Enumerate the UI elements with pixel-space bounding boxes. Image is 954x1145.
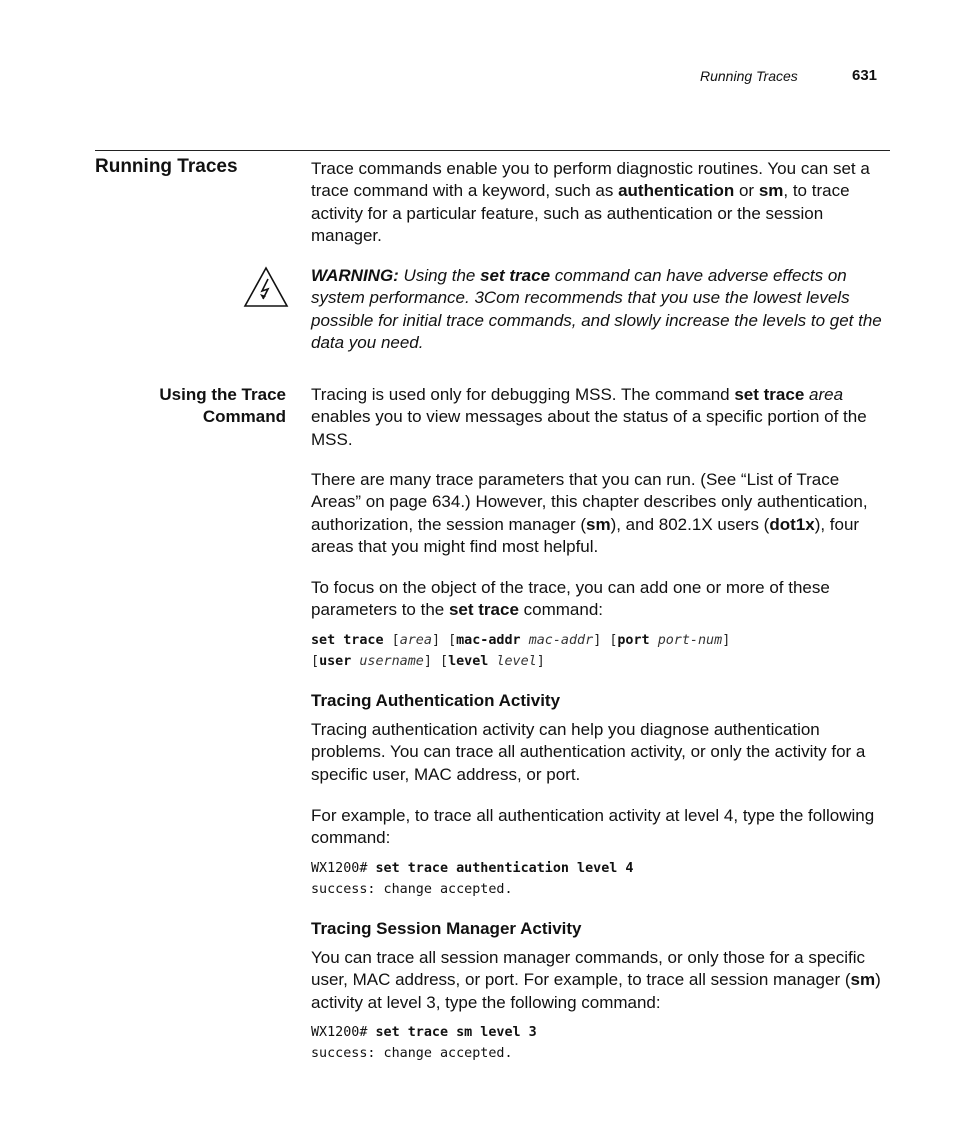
intro-paragraph: Trace commands enable you to perform diagnostic routines. You can set a trace command with a keyword, such as authentication or sm, to trace activity for a particular feature, such as authentication or the session manager. [311,159,870,245]
auth-paragraph-2: For example, to trace all authentication activity at level 4, type the following command: [311,806,875,848]
electrical-hazard-warning-icon [243,266,289,308]
sm-paragraph-1: You can trace all session manager commands, or only those for a specific user, MAC address, or port. For example, to trace all session manager (sm) activity at level 3, type the following command: [311,948,881,1012]
sm-command-block: WX1200# set trace sm level 3 success: change accepted. [311,1025,537,1061]
subsection-paragraph-2: There are many trace parameters that you can run. (See “List of Trace Areas” on page 634.) However, this chapter describes only authentication, authorization, the session manager (sm), and 802.1X users (dot1x), four areas that you might find most helpful. [311,470,868,556]
auth-paragraph-1: Tracing authentication activity can help you diagnose authentication problems. You can trace all authentication activity, or only the activity for a specific user, MAC address, or port. [311,720,866,784]
section-title: Running Traces [95,156,238,177]
subsection-paragraph-3: To focus on the object of the trace, you can add one or more of these parameters to the set trace command: [311,578,830,620]
subsection-paragraph-1: Tracing is used only for debugging MSS. The command set trace area enables you to view messages about the status of a specific portion of the MSS. [311,385,867,449]
page-number: 631 [852,67,878,84]
trace-syntax-block: set trace [area] [mac-addr mac-addr] [port port-num] [user username] [level level] [311,633,731,669]
heading-tracing-session-manager: Tracing Session Manager Activity [311,919,582,938]
heading-tracing-authentication: Tracing Authentication Activity [311,691,561,710]
section-rule [95,150,890,151]
warning-label: WARNING: [311,266,399,285]
warning-paragraph: WARNING: Using the set trace command can have adverse effects on system performance. 3Com recommends that you use the lowest levels possible for initial trace commands, and slowly increase the levels to get the data you need. [311,266,882,352]
auth-command-block: WX1200# set trace authentication level 4 success: change accepted. [311,861,634,897]
subsection-title: Using the Trace Command [159,385,286,426]
running-header-title: Running Traces [700,68,798,84]
